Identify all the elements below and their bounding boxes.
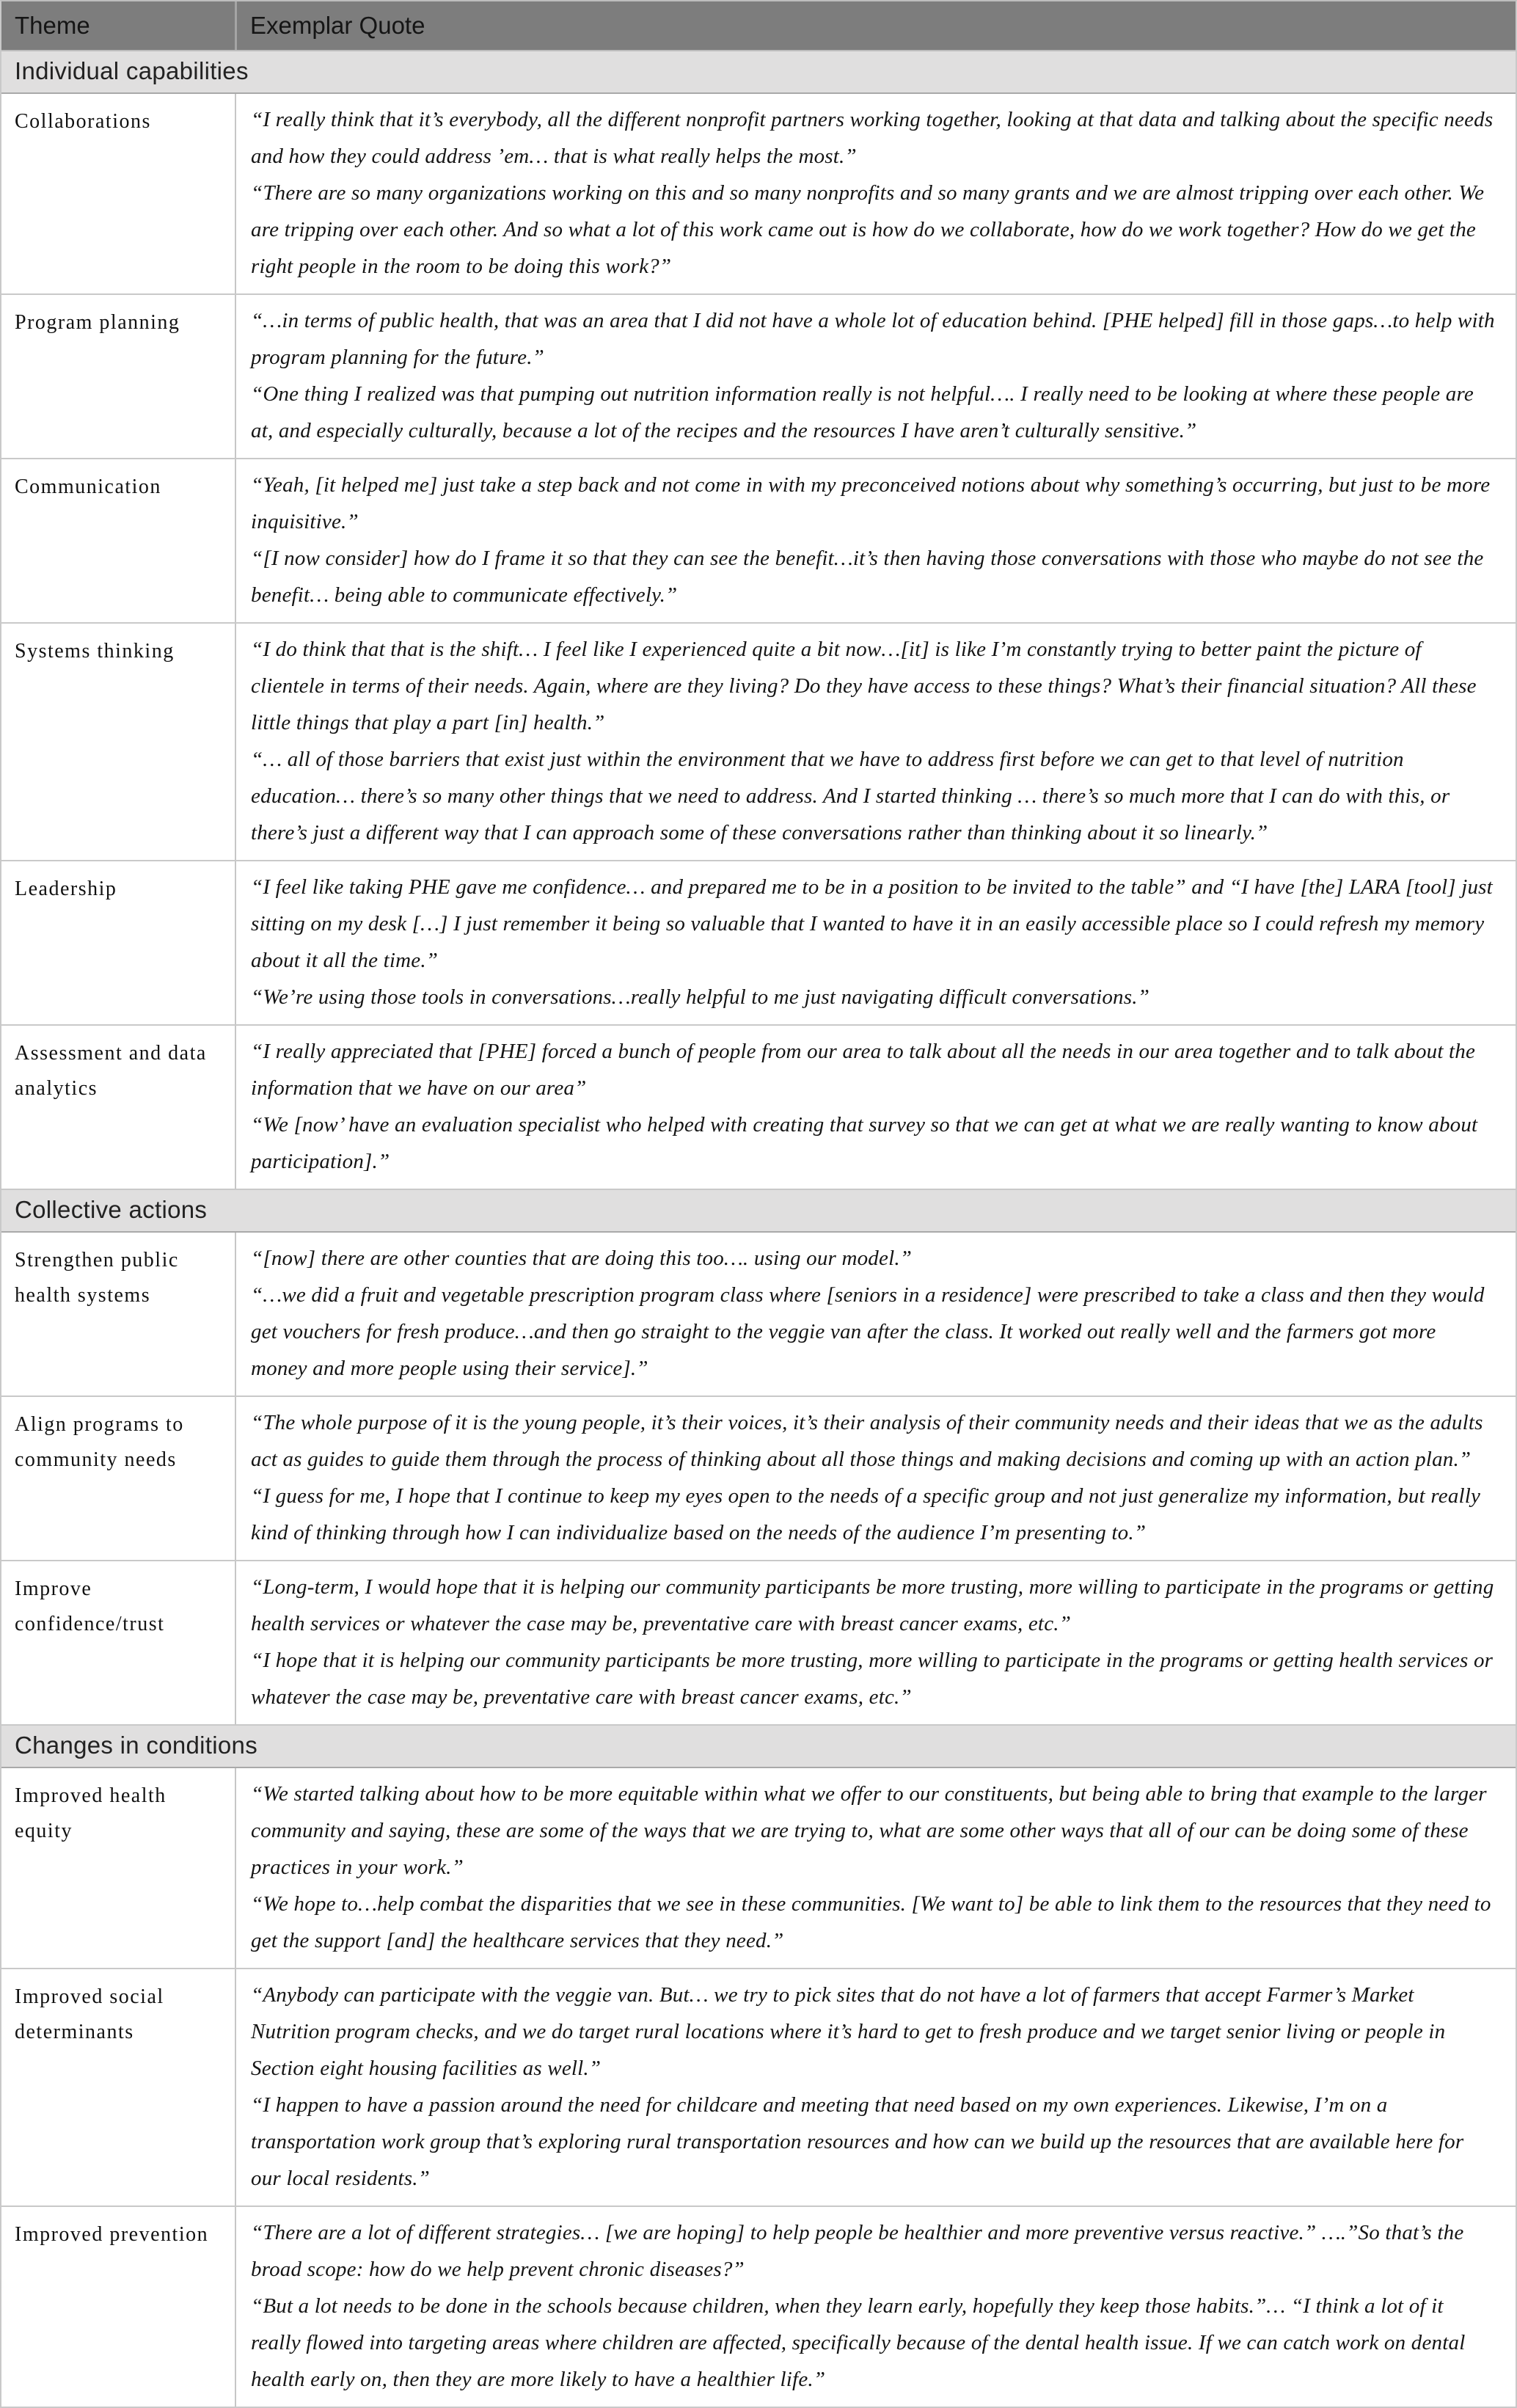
quote-paragraph: “[now] there are other counties that are doing this too…. using our model.” [251,1247,913,1270]
quote-paragraph: “I really think that it’s everybody, all the different nonprofit partners working together, looking at that data and talking about the specific needs and how they could address ’em… that is what really helps the most.” [251,108,1494,168]
quote-paragraph: “The whole purpose of it is the young people, it’s their voices, it’s their analysis of their community needs and their ideas that we as the adults act as guides to guide them through the process of thinking about all those things and making decisions and coming up with an action plan.” [251,1411,1483,1471]
table-row-strengthen-public-health-systems [1,1233,1516,1397]
quote-paragraph: “I hope that it is helping our community participants be more trusting, more willing to participate in the programs or getting health services or whatever the case may be, preventative care with breast cancer exams, etc.” [251,1649,1494,1709]
exemplar-quote-cell [235,94,1516,293]
table-row-program-planning [1,295,1516,459]
exemplar-quote-cell [235,295,1516,458]
quote-paragraph: “Yeah, [it helped me] just take a step back and not come in with my preconceived notions about why something’s occurring, but just to be more inquisitive.” [251,473,1491,533]
table-row-leadership [1,861,1516,1026]
exemplar-quote-cell [235,624,1516,860]
section-title: Collective actions [15,1196,208,1223]
table-row-align-programs-to-community-needs [1,1397,1516,1561]
exemplar-quote-cell [235,1397,1516,1560]
exemplar-quote-cell [235,1026,1516,1189]
theme-cell: Improved health equity [15,1784,167,1842]
section-title: Individual capabilities [15,57,249,84]
quote-paragraph: “There are so many organizations working on this and so many nonprofits and so many grants and we are almost tripping over each other. We are tripping over each other. And so what a lot of this work came out is how do we collaborate, how do we work together? How do we get the right people in the room to be doing this work?” [251,181,1485,278]
quote-paragraph: “Long-term, I would hope that it is helping our community participants be more trusting, more willing to participate in the programs or getting health services or whatever the case may be, preventative care with breast cancer exams, etc.” [251,1575,1494,1635]
quote-paragraph: “I happen to have a passion around the need for childcare and meeting that need based on my own experiences. Likewise, I’m on a transportation work group that’s exploring rural transportation resources and how can we build up the resources that are available here for our local residents.” [251,2093,1464,2190]
quote-paragraph: “Anybody can participate with the veggie van. But… we try to pick sites that do not have a lot of farmers that accept Farmer’s Market Nutrition program checks, and we do target rural locations where it’s hard to get to fresh produce and we target senior living or people in Section eight housing facilities as well.” [251,1983,1446,2080]
exemplar-quote-cell [235,2207,1516,2407]
table-row-improved-health-equity [1,1768,1516,1969]
theme-cell: Program planning [15,311,180,334]
column-header-theme: Theme [15,12,90,39]
quote-paragraph: “There are a lot of different strategies… [we are hoping] to help people be healthier and more preventive versus reactive.” ….”So that’s the broad scope: how do we help prevent chronic diseases?” [251,2221,1464,2281]
exemplar-quote-cell [235,1561,1516,1724]
theme-cell: Improve confidence/trust [15,1577,165,1635]
theme-cell: Systems thinking [15,640,175,663]
exemplar-quote-cell [235,861,1516,1024]
theme-cell: Collaborations [15,110,151,133]
table-body [1,51,1516,2407]
theme-cell: Leadership [15,878,117,900]
quote-paragraph: “I do think that that is the shift… I feel like I experienced quite a bit now…[it] is like I’m constantly trying to better paint the picture of clientele in terms of their needs. Again, where are they living? Do they have access to these things? What’s their financial situation? All these little things that play a part [in] health.” [251,638,1477,734]
quote-paragraph: “I guess for me, I hope that I continue to keep my eyes open to the needs of a specific group and not just generalize my information, but really kind of thinking through how I can individualize based on the needs of the audience I’m presenting to.” [251,1484,1481,1544]
quote-paragraph: “One thing I realized was that pumping out nutrition information really is not helpful…. I really need to be looking at where these people are at, and especially culturally, because a lot of the recipes and the resources I have aren’t culturally sensitive.” [251,382,1474,442]
section-header-individual-capabilities [1,51,1516,94]
quote-paragraph: “But a lot needs to be done in the schools because children, when they learn early, hopefully they keep those habits.”… “I think a lot of it really flowed into targeting areas where children are affected, specifically because of the dental health issue. If we can catch work on dental health early on, then they are more likely to have a healthier life.” [251,2294,1466,2391]
table-header-row [1,1,1516,51]
table-row-assessment-and-data-analytics [1,1026,1516,1190]
quote-paragraph: “We [now’ have an evaluation specialist who helped with creating that survey so that we can get at what we are really wanting to know about participation].” [251,1113,1478,1173]
quote-paragraph: “[I now consider] how do I frame it so that they can see the benefit…it’s then having those conversations with those who maybe do not see the benefit… being able to communicate effectively.” [251,547,1484,607]
theme-cell: Improved social determinants [15,1985,164,2043]
exemplar-quote-cell [235,459,1516,622]
section-title: Changes in conditions [15,1732,258,1759]
quote-paragraph: “We started talking about how to be more equitable within what we offer to our constituents, but being able to bring that example to the larger community and saying, these are some of the ways that we are trying to, what are some other ways that all of our can be doing some of these practices in your work.” [251,1782,1487,1879]
quote-paragraph: “…in terms of public health, that was an area that I did not have a whole lot of education behind. [PHE helped] fill in those gaps…to help with program planning for the future.” [251,309,1495,369]
theme-cell: Assessment and data analytics [15,1042,207,1100]
theme-cell: Strengthen public health systems [15,1249,179,1307]
column-header-exemplar-quote: Exemplar Quote [235,1,1516,50]
theme-cell: Communication [15,475,161,498]
theme-cell: Align programs to community needs [15,1413,184,1471]
quote-paragraph: “We’re using those tools in conversations…really helpful to me just navigating difficult conversations.” [251,985,1150,1009]
section-header-changes-in-conditions [1,1726,1516,1768]
theme-cell: Improved prevention [15,2223,209,2246]
exemplar-quote-cell [235,1233,1516,1395]
table-row-improve-confidence-trust [1,1561,1516,1726]
section-header-collective-actions [1,1190,1516,1233]
table-row-improved-prevention [1,2207,1516,2407]
quote-paragraph: “…we did a fruit and vegetable prescription program class where [seniors in a residence] were prescribed to take a class and then they would get vouchers for fresh produce…and then go straight to the veggie van after the class. It worked out really well and the farmers got more money and more people using their service].” [251,1283,1485,1380]
quote-paragraph: “I really appreciated that [PHE] forced a bunch of people from our area to talk about all the needs in our area together and to talk about the information that we have on our area” [251,1040,1476,1100]
table-row-collaborations [1,94,1516,295]
table-row-communication [1,459,1516,624]
quote-paragraph: “… all of those barriers that exist just within the environment that we have to address first before we can get to that level of nutrition education… there’s so many other things that we need to address. And I started thinking … there’s so much more that I can do with this, or there’s just a different way that I can approach some of these conversations rather than thinking about it so linearly.” [251,748,1450,844]
exemplar-quote-cell [235,1768,1516,1968]
exemplar-quote-cell [235,1969,1516,2205]
quote-paragraph: “I feel like taking PHE gave me confidence… and prepared me to be in a position to be invited to the table” and “I have [the] LARA [tool] just sitting on my desk […] I just remember it being so valuable that I wanted to have it in an easily accessible place so I could refresh my memory about it all the time.” [251,875,1493,972]
table-row-systems-thinking [1,624,1516,861]
quote-paragraph: “We hope to…help combat the disparities that we see in these communities. [We want to] be able to link them to the resources that they need to get the support [and] the healthcare services that they need.” [251,1892,1491,1952]
table-row-improved-social-determinants [1,1969,1516,2207]
